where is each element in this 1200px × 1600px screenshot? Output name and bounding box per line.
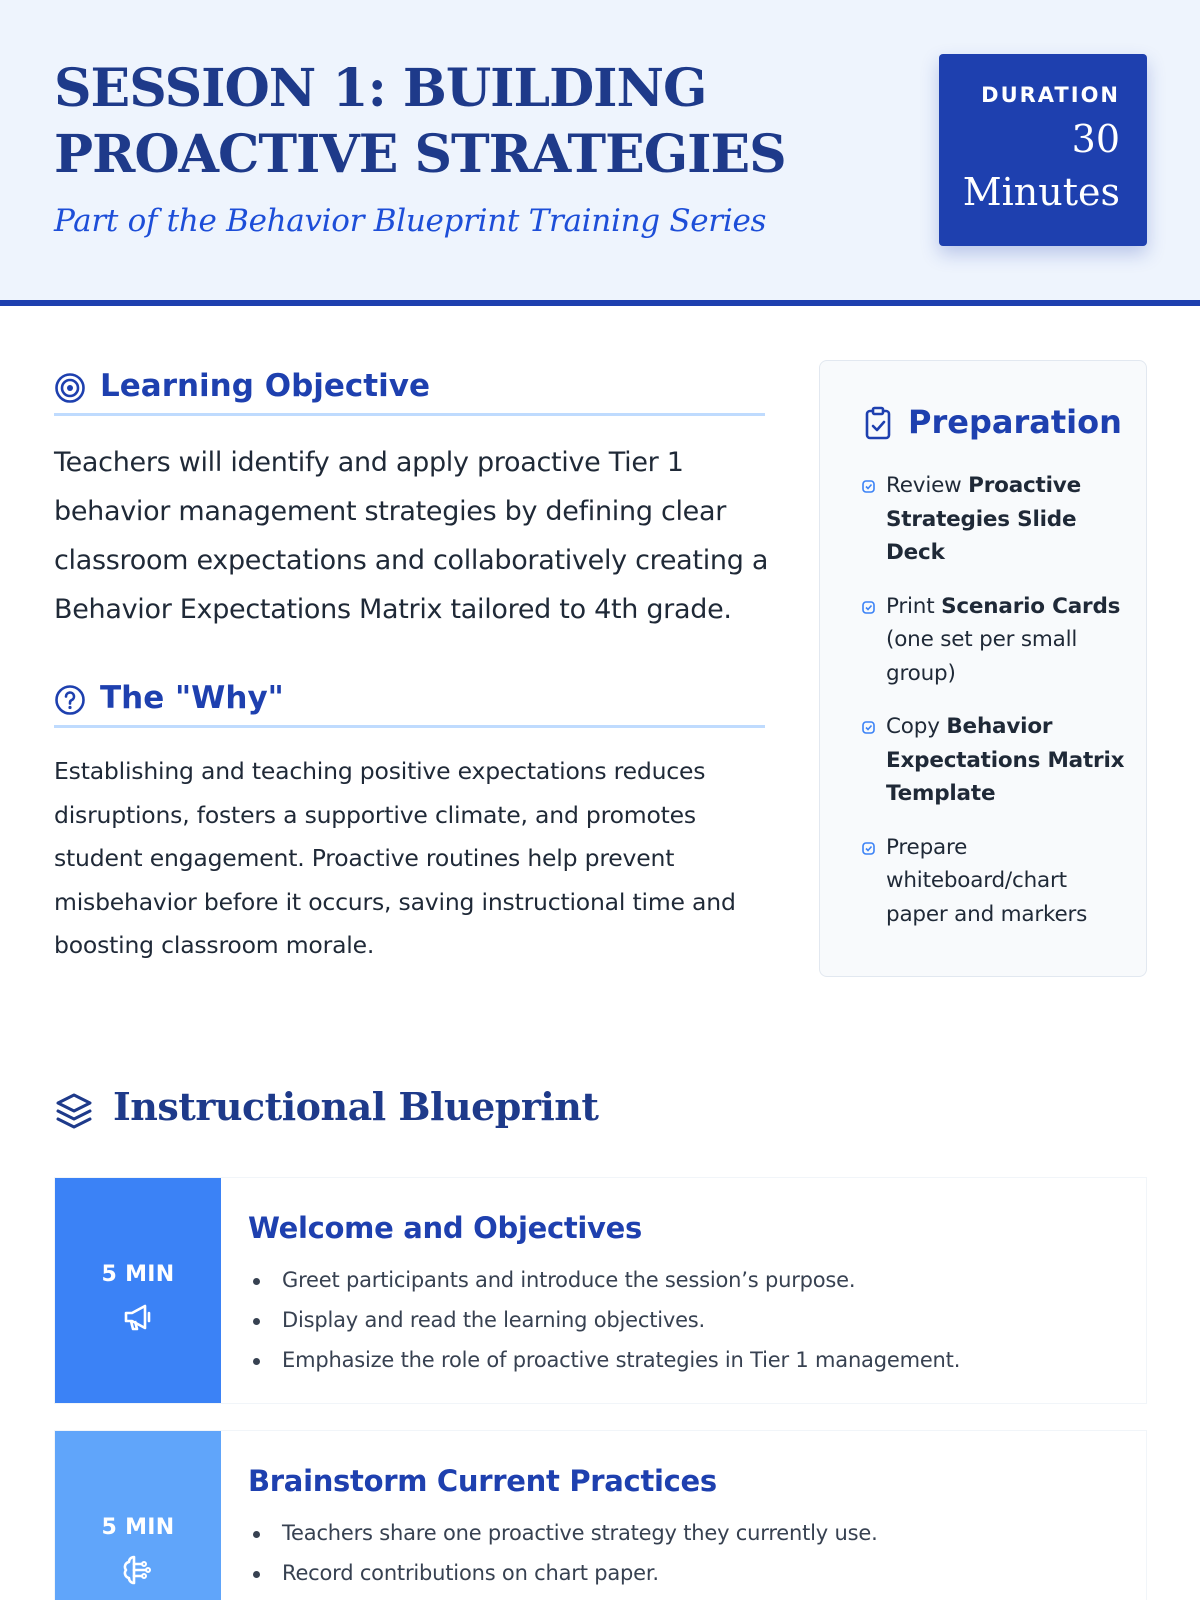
duration-label: DURATION	[981, 83, 1120, 107]
learning-objective-label: Learning Objective	[100, 368, 430, 404]
why-text: Establishing and teaching positive expectations reduces disruptions, fosters a supportive climate, and promotes student engagement. Proactive routines help prevent misbehavior before it occurs, saving instructional time and boosting classroom morale.	[54, 757, 736, 959]
step-title: Welcome and Objectives	[248, 1211, 642, 1245]
preparation-list	[862, 469, 1132, 951]
list-item: Greet participants and introduce the session’s purpose.	[248, 1260, 1128, 1300]
step-time-badge	[55, 1431, 221, 1600]
list-item: Emphasize the role of proactive strategies in Tier 1 management.	[248, 1340, 1128, 1380]
megaphone-icon	[121, 1300, 155, 1334]
check-square-icon	[862, 480, 875, 493]
duration-value: 30 Minutes	[962, 117, 1120, 214]
session-header	[0, 0, 1200, 306]
preparation-card	[819, 360, 1147, 977]
step-time-badge	[55, 1178, 221, 1403]
list-item: Teachers share one proactive strategy they currently use.	[248, 1513, 1128, 1553]
learning-objective-text: Teachers will identify and apply proactive Tier 1 behavior management strategies by defining clear classroom expectations and collaboratively creating a Behavior Expectations Matrix tailored to 4th grade.	[54, 447, 769, 625]
blueprint-step-brainstorm	[54, 1430, 1147, 1600]
check-square-icon	[862, 721, 875, 734]
step-bullets	[248, 1260, 1128, 1380]
brain-icon	[121, 1553, 155, 1587]
why-heading	[54, 672, 765, 728]
duration-box	[939, 54, 1147, 246]
blueprint-step-welcome	[54, 1177, 1147, 1404]
preparation-label: Preparation	[908, 403, 1122, 441]
preparation-item: Prepare whiteboard/chart paper and markers	[862, 831, 1132, 932]
clipboard-check-icon	[862, 406, 894, 440]
blueprint-label: Instructional Blueprint	[113, 1084, 599, 1129]
step-title: Brainstorm Current Practices	[248, 1464, 717, 1498]
preparation-item: Review Proactive Strategies Slide Deck	[862, 469, 1132, 570]
step-content	[248, 1208, 1128, 1380]
preparation-item: Print Scenario Cards (one set per small group)	[862, 590, 1132, 691]
list-item: Display and read the learning objectives.	[248, 1300, 1128, 1340]
page-title: SESSION 1: BUILDING PROACTIVE STRATEGIES	[54, 58, 786, 185]
step-bullets	[248, 1513, 1128, 1593]
check-square-icon	[862, 601, 875, 614]
learning-objective-heading	[54, 360, 765, 416]
question-circle-icon	[54, 684, 86, 716]
step-minutes: 5 MIN	[101, 1515, 175, 1540]
list-item: Record contributions on chart paper.	[248, 1553, 1128, 1593]
layers-icon	[54, 1091, 94, 1131]
check-square-icon	[862, 842, 875, 855]
step-content	[248, 1461, 1128, 1593]
why-label: The "Why"	[100, 680, 284, 716]
step-minutes: 5 MIN	[101, 1262, 175, 1287]
preparation-item: Copy Behavior Expectations Matrix Template	[862, 710, 1132, 811]
page-subtitle: Part of the Behavior Blueprint Training Series	[54, 203, 767, 239]
target-icon	[54, 372, 86, 404]
